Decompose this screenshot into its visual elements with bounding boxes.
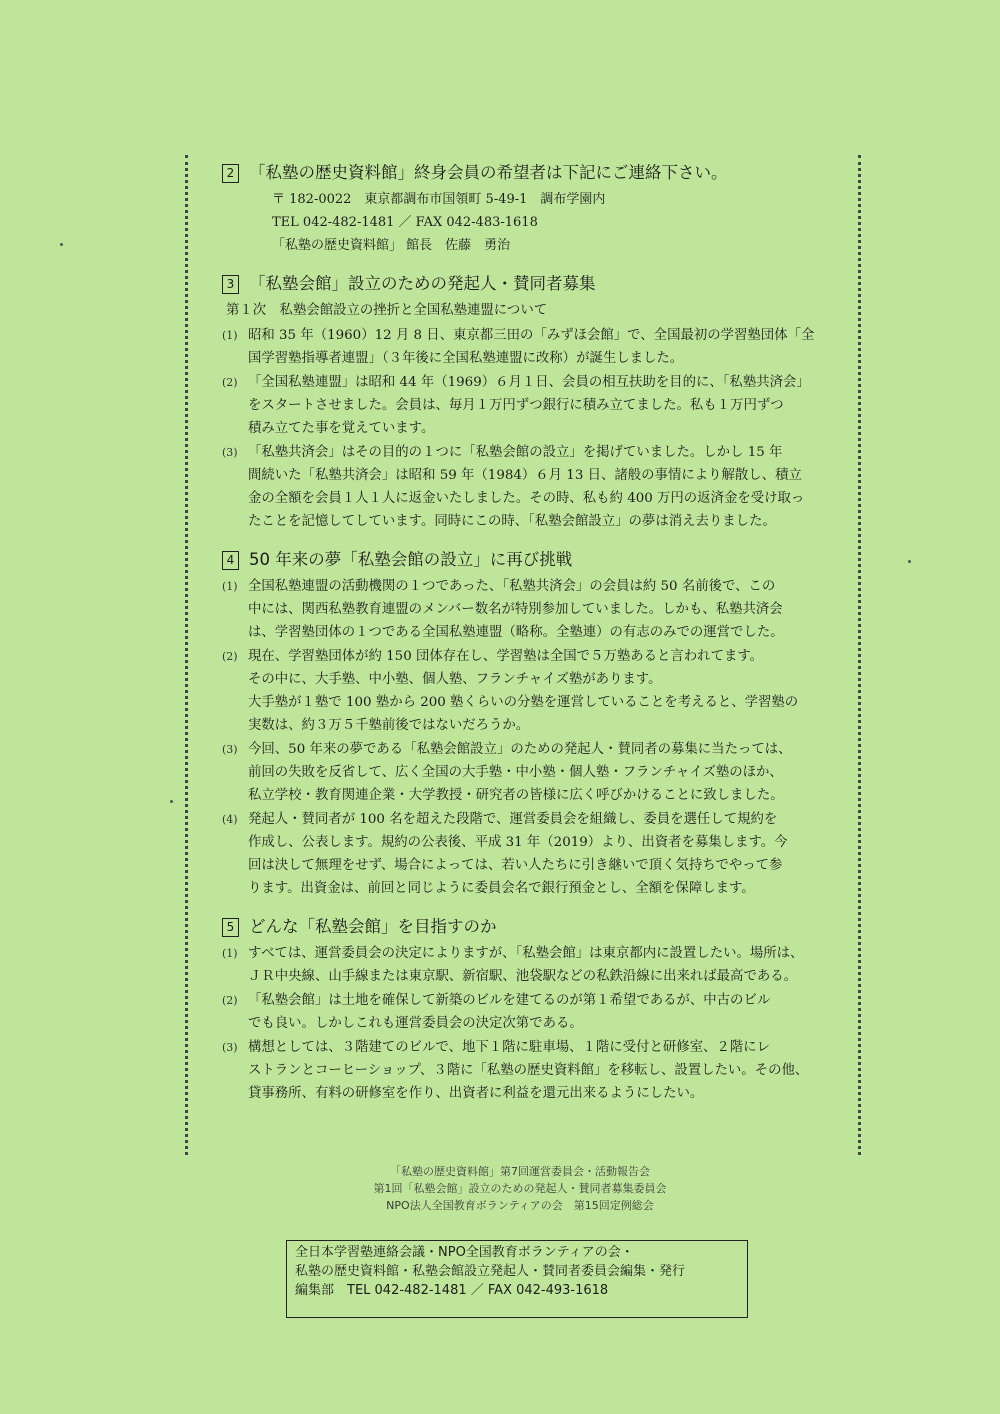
item-line: 実数は、約３万５千塾前後ではないだろうか。 (248, 718, 530, 733)
section-heading (222, 271, 842, 297)
list-item (222, 441, 842, 533)
item-line: をスタートさせました。会員は、毎月１万円ずつ銀行に積み立てました。私も１万円ずつ (248, 398, 784, 413)
item-line: たことを記憶してしています。同時にこの時、「私塾会館設立」の夢は消え去りました。 (248, 514, 776, 529)
item-line: 国学習塾指導者連盟」（３年後に全国私塾連盟に改称）が誕生しました。 (248, 351, 684, 366)
section-title: 50 年来の夢「私塾会館の設立」に再び挑戦 (249, 550, 573, 569)
section-number: 2 (222, 164, 239, 183)
item-line: 昭和 35 年（1960）12 月 8 日、東京都三田の「みずほ会館」で、全国最初の学習塾団体「全 (248, 328, 815, 343)
section-title: 「私塾の歴史資料館」終身会員の希望者は下記にご連絡下さい。 (249, 163, 728, 182)
section-3 (222, 271, 842, 533)
scan-speck (908, 560, 911, 563)
item-line: すべては、運営委員会の決定によりますが、「私塾会館」は東京都内に設置したい。場所は、 (248, 946, 804, 961)
item-line: 「私塾共済会」はその目的の１つに「私塾会館の設立」を掲げていました。しかし 15 年 (248, 445, 783, 460)
section-heading (222, 160, 842, 186)
section-number: 5 (222, 918, 239, 937)
item-marker: (1) (222, 947, 238, 960)
stamp-line: NPO法人全国教育ボランティアの会 第15回定例総会 (386, 1199, 654, 1212)
item-marker: (4) (222, 813, 238, 826)
stamp-line: 第1回「私塾会館」設立のための発起人・賛同者募集委員会 (373, 1182, 667, 1195)
item-line: 作成し、公表します。規約の公表後、平成 31 年（2019）より、出資者を募集します。今 (248, 835, 788, 850)
section-number: 4 (222, 551, 239, 570)
section-title: どんな「私塾会館」を目指すのか (249, 917, 497, 936)
item-marker: (2) (222, 650, 238, 663)
list-item (222, 989, 842, 1035)
list-item (222, 371, 842, 440)
item-marker: (3) (222, 1041, 238, 1054)
section-2 (222, 160, 842, 257)
item-marker: (1) (222, 580, 238, 593)
item-line: でも良い。しかしこれも運営委員会の決定次第である。 (248, 1016, 583, 1031)
item-line: 大手塾が１塾で 100 塾から 200 塾くらいの分塾を運営していることを考えると、学習塾の (248, 695, 799, 710)
contact-line: 〒 182-0022 東京都調布市国領町 5-49-1 調布学園内 (272, 192, 606, 207)
item-marker: (2) (222, 994, 238, 1007)
list-item (222, 645, 842, 737)
item-line: 積み立てた事を覚えています。 (248, 421, 435, 436)
item-line: 「全国私塾連盟」は昭和 44 年（1969）６月１日、会員の相互扶助を目的に、「私塾共済会」 (248, 375, 810, 390)
stamp-line: 「私塾の歴史資料館」第7回運営委員会・活動報告会 (390, 1165, 650, 1178)
list-item (222, 324, 842, 370)
list-item (222, 942, 842, 988)
faded-stamp-text (370, 1163, 670, 1214)
section-heading (222, 547, 842, 573)
section-5 (222, 914, 842, 1105)
item-marker: (3) (222, 446, 238, 459)
contact-line: TEL 042-482-1481 ／ FAX 042-483-1618 (272, 215, 538, 230)
item-line: 全国私塾連盟の活動機関の１つであった、「私塾共済会」の会員は約 50 名前後で、この (248, 579, 776, 594)
list-item (222, 575, 842, 644)
item-line: 構想としては、３階建てのビルで、地下１階に駐車場、１階に受付と研修室、２階にレ (248, 1040, 770, 1055)
document-body (222, 160, 842, 1119)
item-marker: (3) (222, 743, 238, 756)
section-4 (222, 547, 842, 900)
list-item (222, 738, 842, 807)
item-line: その中に、大手塾、中小塾、個人塾、フランチャイズ塾があります。 (248, 672, 662, 687)
item-line: 貸事務所、有料の研修室を作り、出資者に利益を還元出来るようにしたい。 (248, 1086, 704, 1101)
section-subtitle: 第１次 私塾会館設立の挫折と全国私塾連盟について (226, 303, 548, 318)
item-line: 間続いた「私塾共済会」は昭和 59 年（1984）６月 13 日、諸般の事情により解散し、積立 (248, 468, 802, 483)
list-item (222, 808, 842, 900)
publisher-line: 編集部 TEL 042-482-1481 ／ FAX 042-493-1618 (295, 1283, 609, 1298)
item-line: 回は決して無理をせず、場合によっては、若い人たちに引き継いで頂く気持ちでやって参 (248, 858, 783, 873)
item-line: 今回、50 年来の夢である「私塾会館設立」のための発起人・賛同者の募集に当たっては、 (248, 742, 792, 757)
item-line: 発起人・賛同者が 100 名を超えた段階で、運営委員会を組織し、委員を選任して規約を (248, 812, 778, 827)
publisher-line: 全日本学習塾連絡会議・NPO全国教育ボランティアの会・ (295, 1245, 634, 1260)
item-line: 中には、関西私塾教育連盟のメンバー数名が特別参加していました。しかも、私塾共済会 (248, 602, 783, 617)
item-line: 「私塾会館」は土地を確保して新築のビルを建てるのが第１希望であるが、中古のビル (248, 993, 771, 1008)
scan-speck (60, 243, 63, 246)
item-line: ＪＲ中央線、山手線または東京駅、新宿駅、池袋駅などの私鉄沿線に出来れば最高である。 (248, 969, 798, 984)
item-line: 前回の失敗を反省して、広く全国の大手塾・中小塾・個人塾・フランチャイズ塾のほか、 (248, 765, 783, 780)
contact-address (222, 188, 842, 257)
section-heading (222, 914, 842, 940)
item-line: ストランとコーヒーショップ、３階に「私塾の歴史資料館」を移転し、設置したい。その他、 (248, 1063, 809, 1078)
list-item (222, 1036, 842, 1105)
item-line: は、学習塾団体の１つである全国私塾連盟（略称。全塾連）の有志のみでの運営でした。 (248, 625, 784, 640)
item-line: 現在、学習塾団体が約 150 団体存在し、学習塾は全国で５万塾あると言われてます。 (248, 649, 764, 664)
contact-line: 「私塾の歴史資料館」 館長 佐藤 勇治 (272, 238, 511, 253)
section-title: 「私塾会館」設立のための発起人・賛同者募集 (249, 274, 596, 293)
item-line: 金の全額を会員１人１人に返金いたしました。その時、私も約 400 万円の返済金を受け取っ (248, 491, 805, 506)
item-marker: (2) (222, 376, 238, 389)
scan-speck (170, 800, 173, 803)
item-line: ります。出資金は、前回と同じように委員会名で銀行預金とし、全額を保障します。 (248, 881, 755, 896)
item-marker: (1) (222, 329, 238, 342)
publisher-line: 私塾の歴史資料館・私塾会館設立発起人・賛同者委員会編集・発行 (295, 1264, 686, 1279)
item-line: 私立学校・教育関連企業・大学教授・研究者の皆様に広く呼びかけることに致しました。 (248, 788, 784, 803)
section-number: 3 (222, 275, 239, 294)
publisher-box (286, 1240, 748, 1318)
